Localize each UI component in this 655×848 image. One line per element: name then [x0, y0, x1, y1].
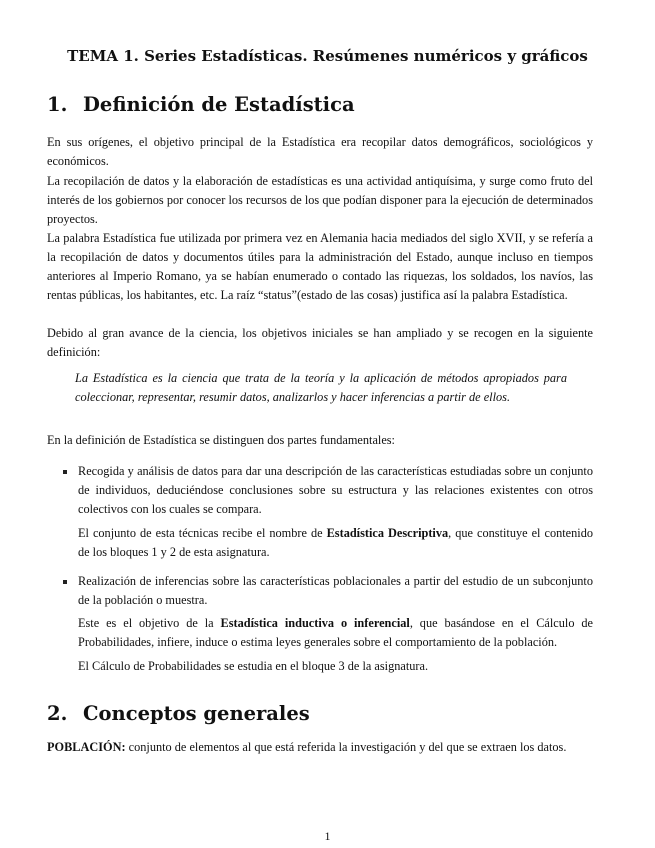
definition-quote: La Estadística es la ciencia que trata de la teoría y la aplicación de métodos apropiados para coleccionar, representar, resumir datos, analizarlos y hacer inferencias a partir de ellos.: [75, 371, 567, 404]
bullet-marker: [63, 470, 67, 474]
document-title: TEMA 1. Series Estadísticas. Resúmenes numéricos y gráficos: [67, 47, 588, 65]
bullet-descriptive-note: [78, 524, 593, 562]
term-descriptive-statistics: Estadística Descriptiva: [326, 526, 449, 540]
note-text: Este es el objetivo de la: [78, 616, 221, 630]
page-number: 1: [324, 829, 331, 843]
bullet-inferential-note-2: El Cálculo de Probabilidades se estudia en el bloque 3 de la asignatura.: [78, 659, 429, 673]
bullet-inferential: Realización de inferencias sobre las características poblacionales a partir del estudio de un subconjunto de la población o muestra.: [78, 574, 593, 607]
note-text: , que constituye el contenido de los bloques 1 y 2 de esta asignatura.: [78, 526, 593, 559]
paragraph-origins: En sus orígenes, el objetivo principal de la Estadística era recopilar datos demográficos, sociológicos y económicos.: [47, 135, 593, 168]
section-2-title: Conceptos generales: [83, 702, 310, 725]
note-text: El conjunto de esta técnicas recibe el nombre de: [78, 526, 327, 540]
term-inferential-statistics: Estadística inductiva o inferencial: [220, 616, 410, 630]
paragraph-history: La recopilación de datos y la elaboración de estadísticas es una actividad antiquísima, y surge como fruto del interés de los gobiernos por conocer los recursos de los que podían disponer para la ejecución de determinados proyectos.: [47, 174, 593, 226]
section-1-title: Definición de Estadística: [83, 93, 355, 116]
definition-poblacion: [47, 738, 593, 757]
section-2-number: 2.: [47, 702, 68, 725]
section-1-heading: [47, 93, 355, 116]
section-2-heading: [47, 702, 310, 725]
bullet-descriptive: Recogida y análisis de datos para dar una descripción de las características estudiadas sobre un conjunto de individuos, deduciéndose conclusiones sobre su estructura y las relaciones existentes con otros colectivos con los cuales se compara.: [78, 464, 593, 516]
section-1-number: 1.: [47, 93, 68, 116]
bullet-marker: [63, 580, 67, 584]
bullet-inferential-note: [78, 614, 593, 652]
definition-term: POBLACIÓN:: [47, 740, 126, 754]
paragraph-two-parts: En la definición de Estadística se distinguen dos partes fundamentales:: [47, 433, 395, 447]
definition-text: conjunto de elementos al que está referida la investigación y del que se extraen los datos.: [125, 740, 567, 754]
paragraph-definition-intro: Debido al gran avance de la ciencia, los objetivos iniciales se han ampliado y se recogen en la siguiente definición:: [47, 326, 593, 359]
note-text: , que basándose en el Cálculo de Probabilidades, infiere, induce o estima leyes generales sobre el comportamiento de la población.: [78, 616, 593, 649]
paragraph-etymology: La palabra Estadística fue utilizada por primera vez en Alemania hacia mediados del siglo XVII, y se refería a la recopilación de datos y documentos útiles para la administración del Estado, aunque incluso en tiempos anteriores al Imperio Romano, ya se habían enumerado o contado las riquezas, los soldados, los navíos, las rentas públicas, los habitantes, etc. La raíz “status”(estado de las cosas) justifica así la palabra Estadística.: [47, 231, 593, 302]
